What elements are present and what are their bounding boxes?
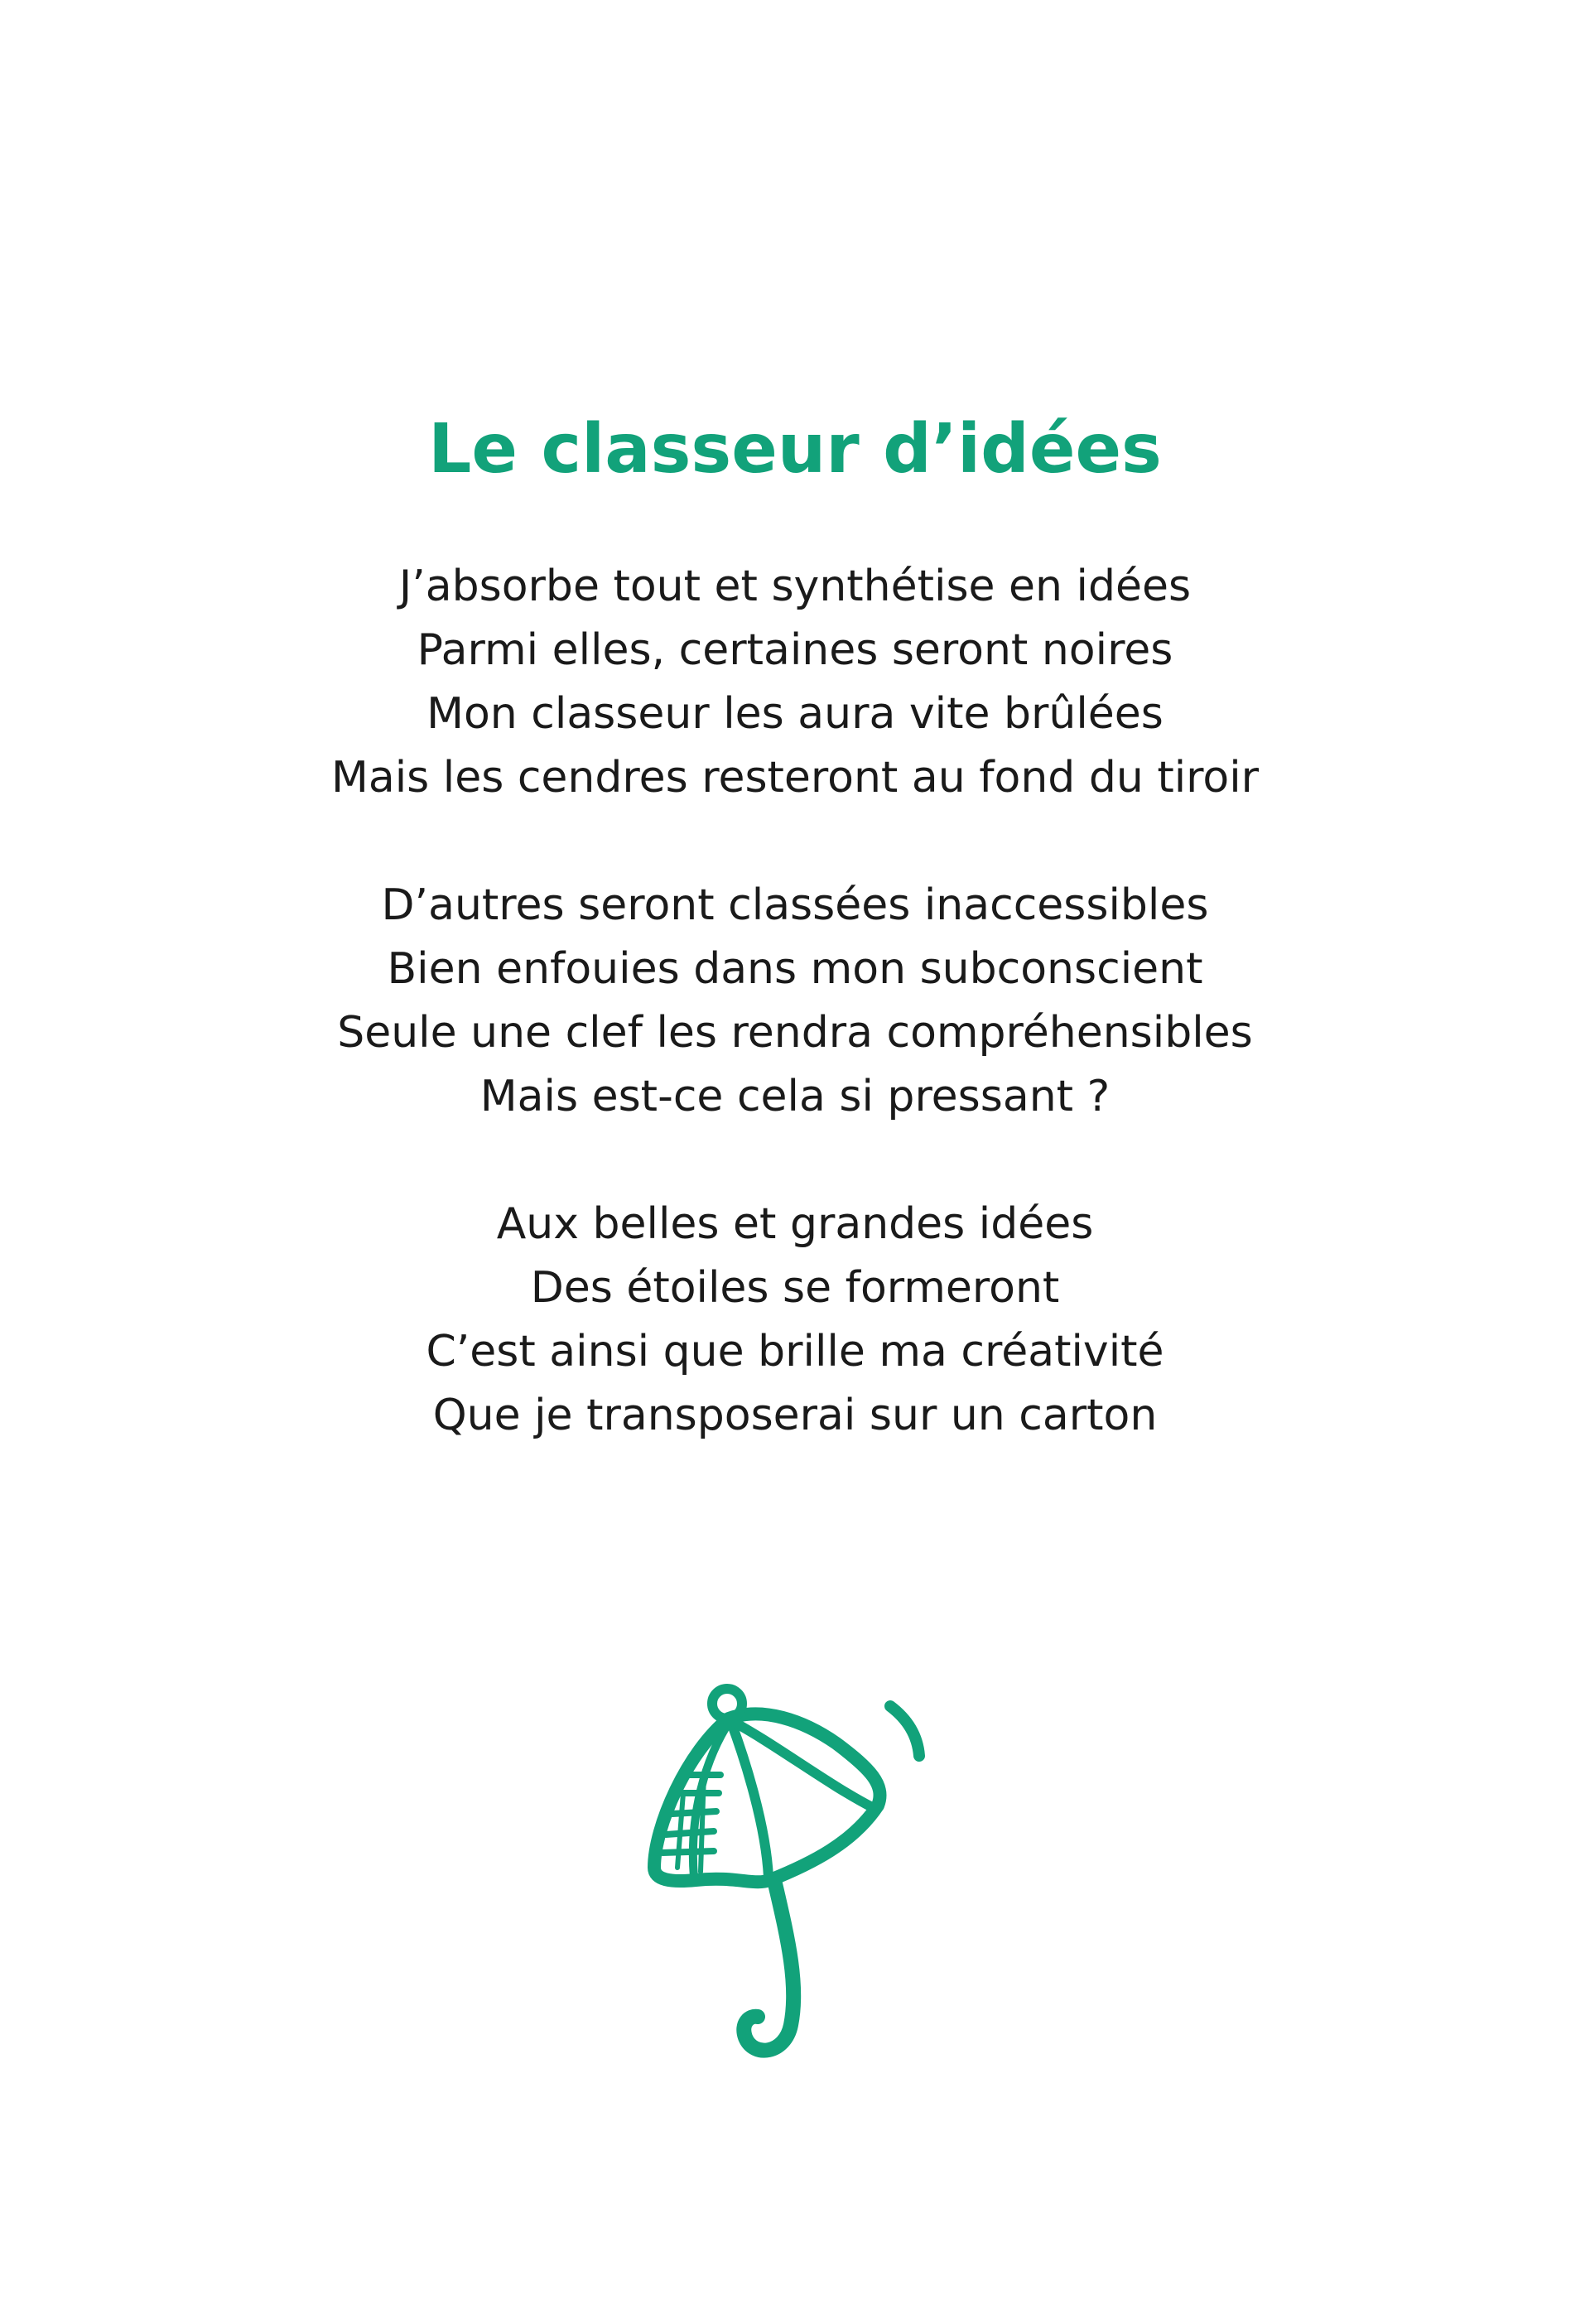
poem-line: Mais les cendres resteront au fond du tiroir xyxy=(330,753,1260,803)
stanza-2 xyxy=(0,874,1590,1129)
stanza-3 xyxy=(0,1193,1590,1448)
poem-line: Aux belles et grandes idées xyxy=(496,1199,1094,1249)
poem-line: Mais est-ce cela si pressant ? xyxy=(479,1072,1111,1121)
poem-line: Des étoiles se formeront xyxy=(530,1263,1060,1313)
poem-body xyxy=(0,555,1590,1512)
umbrella-icon xyxy=(638,1669,952,2075)
poem-line: C’est ainsi que brille ma créativité xyxy=(426,1327,1164,1377)
stanza-1 xyxy=(0,555,1590,810)
poem-line: J’absorbe tout et synthétise en idées xyxy=(398,562,1192,611)
poem-line: D’autres seront classées inaccessibles xyxy=(381,880,1209,930)
poem-title: Le classeur d’idées xyxy=(428,410,1162,489)
poem-line: Parmi elles, certaines seront noires xyxy=(417,625,1173,675)
poem-line: Que je transposerai sur un carton xyxy=(432,1391,1158,1440)
poem-line: Seule une clef les rendra compréhensibles xyxy=(337,1008,1253,1058)
poem-line: Mon classeur les aura vite brûlées xyxy=(426,689,1164,739)
poem-line: Bien enfouies dans mon subconscient xyxy=(387,944,1203,994)
